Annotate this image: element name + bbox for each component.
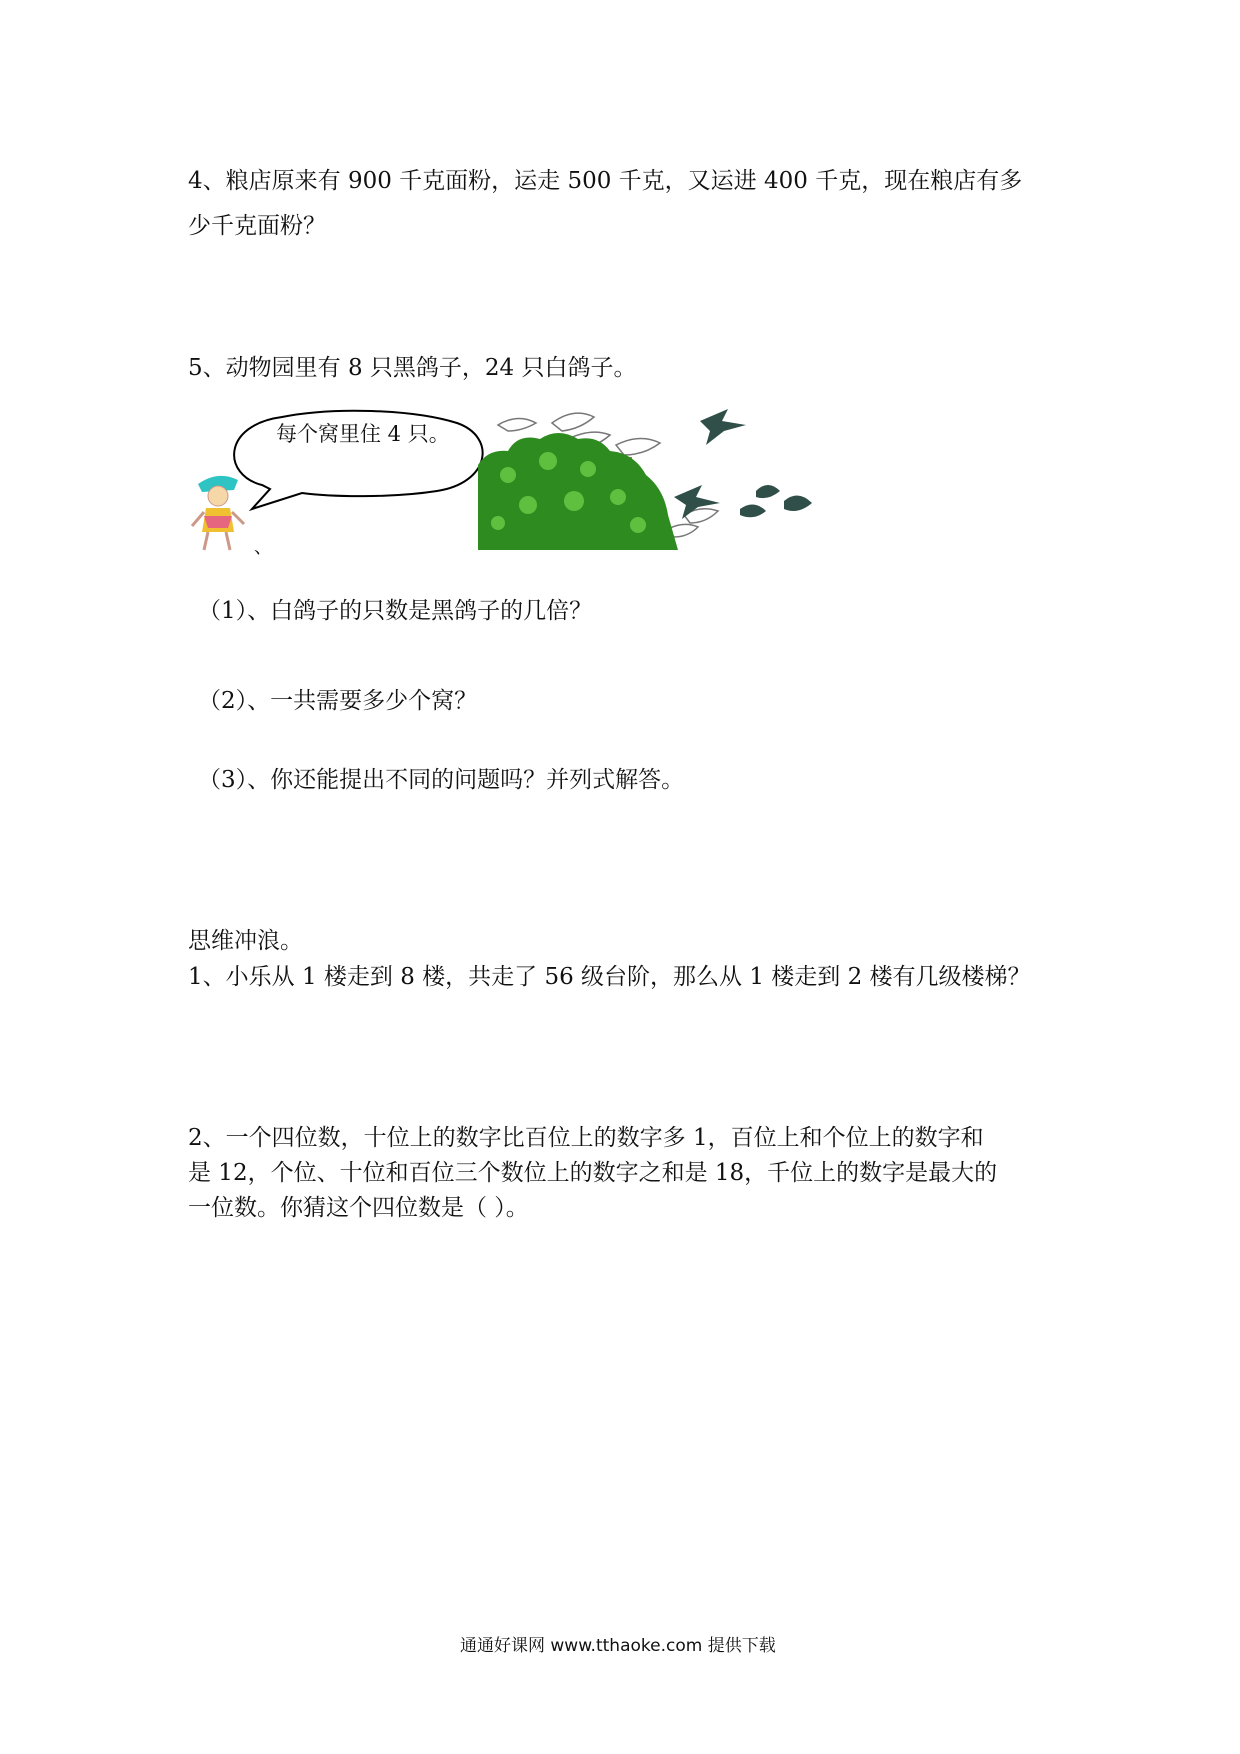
page-footer: 通通好课网 www.tthaoke.com 提供下载 bbox=[460, 1636, 776, 1656]
thinking-q2-line-1: 2、一个四位数，十位上的数字比百位上的数字多 1，百位上和个位上的数字和 bbox=[188, 1125, 984, 1151]
stray-mark: 、 bbox=[254, 537, 272, 558]
q5-sub-3: （3）、你还能提出不同的问题吗？并列式解答。 bbox=[198, 767, 685, 793]
q4-line-2: 少千克面粉？ bbox=[188, 213, 326, 239]
q4-line-1: 4、粮店原来有 900 千克面粉，运走 500 千克，又运进 400 千克，现在粮店有多 bbox=[188, 168, 1023, 194]
pigeons-and-bush-picture bbox=[478, 405, 838, 555]
thinking-q1: 1、小乐从 1 楼走到 8 楼，共走了 56 级台阶，那么从 1 楼走到 2 楼有几级楼梯？ bbox=[188, 964, 1031, 990]
q5-sub-1: （1）、白鸽子的只数是黑鸽子的几倍？ bbox=[198, 598, 593, 624]
q5-intro: 5、动物园里有 8 只黑鸽子，24 只白鸽子。 bbox=[188, 355, 637, 381]
q5-sub-2: （2）、一共需要多少个窝？ bbox=[198, 688, 478, 714]
thinking-q2-line-3: 一位数。你猜这个四位数是（ ）。 bbox=[188, 1195, 529, 1221]
girl-icon bbox=[188, 470, 252, 556]
bubble-text: 每个窝里住 4 只。 bbox=[276, 422, 450, 446]
thinking-heading: 思维冲浪。 bbox=[188, 928, 303, 954]
thinking-q2-line-2: 是 12，个位、十位和百位三个数位上的数字之和是 18，千位上的数字是最大的 bbox=[188, 1160, 998, 1186]
